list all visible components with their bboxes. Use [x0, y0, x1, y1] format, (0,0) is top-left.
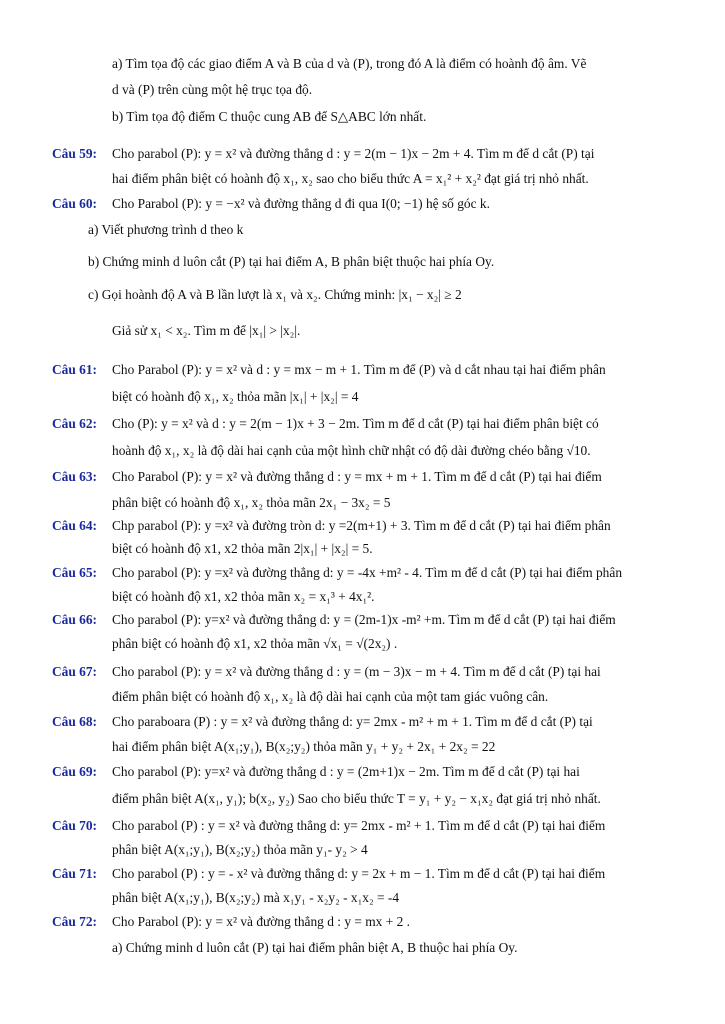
question-text: Cho Parabol (P): y = x² và đường thẳng d : y = mx + 2 . — [112, 914, 411, 929]
question-label: Câu 68: — [52, 714, 98, 729]
intro-a-line2: d và (P) trên cùng một hệ trục tọa độ. — [112, 82, 313, 97]
question-sub-d: Giả sử x₁ < x₂. Tìm m để |x₁| > |x₂|. — [112, 323, 301, 338]
question-text: Cho paraboara (P) : y = x² và đường thẳng d: y= 2mx - m² + m + 1. Tìm m để d cắt (P) tại — [112, 714, 593, 729]
question-label: Câu 70: — [52, 818, 98, 833]
question-label: Câu 72: — [52, 914, 98, 929]
question-sub-b: b) Chứng minh d luôn cắt (P) tại hai điểm A, B phân biệt thuộc hai phía Oy. — [88, 254, 495, 269]
question-text: Chp parabol (P): y =x² và đường tròn d: y =2(m+1) + 3. Tìm m để d cắt (P) tại hai điểm phân — [112, 518, 611, 533]
question-label: Câu 60: — [52, 196, 98, 211]
question-label: Câu 62: — [52, 416, 98, 431]
question-text: Cho Parabol (P): y = x² và d : y = mx − m + 1. Tìm m để (P) và d cắt nhau tại hai điểm phân — [112, 362, 606, 377]
intro-b: b) Tìm tọa độ điểm C thuộc cung AB để S△ABC lớn nhất. — [112, 109, 427, 124]
question-text: hai điểm phân biệt có hoành độ x₁, x₂ sao cho biểu thức A = x₁² + x₂² đạt giá trị nhỏ nhất. — [112, 171, 589, 186]
question-text: Cho parabol (P): y = x² và đường thẳng d : y = 2(m − 1)x − 2m + 4. Tìm m để d cắt (P) tại — [112, 146, 595, 161]
question-label: Câu 64: — [52, 518, 98, 533]
question-text: biệt có hoành độ x₁, x₂ thỏa mãn |x₁| + |x₂| = 4 — [112, 389, 359, 404]
question-sub-a: a) Viết phương trình d theo k — [88, 222, 244, 237]
question-text: Cho parabol (P): y=x² và đường thẳng d: y = (2m-1)x -m² +m. Tìm m để d cắt (P) tại hai điểm — [112, 612, 616, 627]
question-text: hoành độ x₁, x₂ là độ dài hai cạnh của một hình chữ nhật có độ dài đường chéo bằng √10. — [112, 443, 591, 458]
question-text: phân biệt A(x₁;y₁), B(x₂;y₂) mà x₁y₁ - x₂y₂ - x₁x₂ = -4 — [112, 890, 400, 905]
question-label: Câu 65: — [52, 565, 98, 580]
question-text: Cho parabol (P): y =x² và đường thẳng d: y = -4x +m² - 4. Tìm m để d cắt (P) tại hai điểm phân — [112, 565, 623, 580]
intro-a-line1: a) Tìm tọa độ các giao điểm A và B của d và (P), trong đó A là điểm có hoành độ âm. Vẽ — [112, 56, 587, 71]
question-text: phân biệt có hoành độ x₁, x₂ thỏa mãn 2x₁ − 3x₂ = 5 — [112, 495, 391, 510]
question-text: biệt có hoành độ x1, x2 thỏa mãn 2|x₁| + |x₂| = 5. — [112, 541, 373, 556]
question-label: Câu 71: — [52, 866, 98, 881]
question-text: Cho Parabol (P): y = −x² và đường thẳng d đi qua I(0; −1) hệ số góc k. — [112, 196, 490, 211]
question-label: Câu 63: — [52, 469, 98, 484]
question-text: Cho Parabol (P): y = x² và đường thẳng d : y = mx + m + 1. Tìm m để d cắt (P) tại hai điểm — [112, 469, 602, 484]
question-label: Câu 67: — [52, 664, 98, 679]
question-label: Câu 61: — [52, 362, 98, 377]
question-label: Câu 59: — [52, 146, 98, 161]
question-label: Câu 69: — [52, 764, 98, 779]
question-text: Cho parabol (P): y=x² và đường thẳng d : y = (2m+1)x − 2m. Tìm m để d cắt (P) tại hai — [112, 764, 580, 779]
question-text: phân biệt có hoành độ x1, x2 thỏa mãn √x₁ = √(2x₂) . — [112, 636, 398, 651]
question-text: phân biệt A(x₁;y₁), B(x₂;y₂) thỏa mãn y₁- y₂ > 4 — [112, 842, 368, 857]
question-text: Cho parabol (P) : y = x² và đường thẳng d: y= 2mx - m² + 1. Tìm m để d cắt (P) tại hai điểm — [112, 818, 606, 833]
question-text: điểm phân biệt có hoành độ x₁, x₂ là độ dài hai cạnh của một tam giác vuông cân. — [112, 689, 549, 704]
question-text: Cho parabol (P): y = x² và đường thẳng d : y = (m − 3)x − m + 4. Tìm m để d cắt (P) tại hai — [112, 664, 601, 679]
question-sub-a: a) Chứng minh d luôn cắt (P) tại hai điểm phân biệt A, B thuộc hai phía Oy. — [112, 940, 518, 955]
question-text: hai điểm phân biệt A(x₁;y₁), B(x₂;y₂) thỏa mãn y₁ + y₂ + 2x₁ + 2x₂ = 22 — [112, 739, 496, 754]
question-label: Câu 66: — [52, 612, 98, 627]
question-text: biệt có hoành độ x1, x2 thỏa mãn x₂ = x₁³ + 4x₁². — [112, 589, 375, 604]
question-sub-c: c) Gọi hoành độ A và B lần lượt là x₁ và x₂. Chứng minh: |x₁ − x₂| ≥ 2 — [88, 287, 462, 302]
question-text: Cho (P): y = x² và d : y = 2(m − 1)x + 3 − 2m. Tìm m để d cắt (P) tại hai điểm phân biệt có — [112, 416, 599, 431]
question-text: Cho parabol (P) : y = - x² và đường thẳng d: y = 2x + m − 1. Tìm m để d cắt (P) tại hai điểm — [112, 866, 606, 881]
question-text: điểm phân biệt A(x₁, y₁); b(x₂, y₂) Sao cho biểu thức T = y₁ + y₂ − x₁x₂ đạt giá trị nhỏ nhất. — [112, 791, 601, 806]
